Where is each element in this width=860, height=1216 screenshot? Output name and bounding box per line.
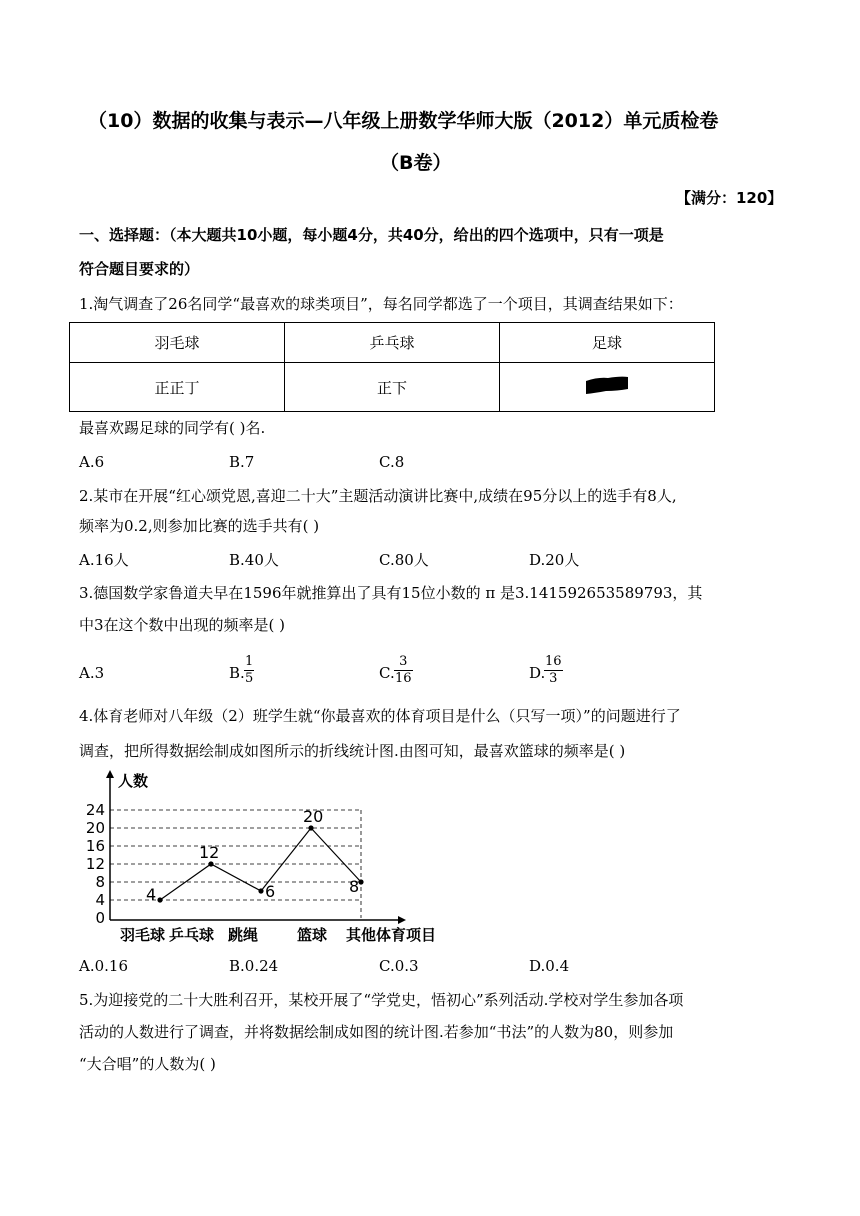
q4-option-a: A.0.16: [79, 957, 128, 975]
q2-line2: 频率为0.2,则参加比赛的选手共有( ): [79, 517, 320, 535]
y-tick-label: 20: [85, 819, 105, 837]
q4-line2: 调查，把所得数据绘制成如图所示的折线统计图.由图可知，最喜欢篮球的频率是( ): [79, 742, 626, 760]
fraction-denominator: 16: [395, 671, 412, 686]
q2-option-b: B.40人: [229, 551, 279, 569]
x-tick-label: 篮球: [297, 926, 328, 944]
y-tick-labels: [86, 801, 105, 927]
table-row: [70, 363, 715, 412]
chart-series: [146, 807, 364, 904]
q5-line3: “大合唱”的人数为( ): [79, 1055, 216, 1073]
fraction-numerator: 3: [394, 654, 413, 671]
page-title: （10）数据的收集与表示—八年级上册数学华师大版（2012）单元质检卷: [88, 110, 719, 132]
q2-option-d: D.20人: [529, 551, 580, 569]
q1-tally-table: [69, 322, 715, 412]
table-header-football: 足球: [500, 323, 715, 363]
fraction-numerator: 1: [245, 654, 254, 669]
q5-line1: 5.为迎接党的二十大胜利召开，某校开展了“学党史，悟初心”系列活动.学校对学生参加各项: [79, 991, 684, 1009]
q3-option-d-fraction: [544, 654, 563, 687]
q1-option-a: A.6: [79, 453, 105, 471]
q1-stem: 1.淘气调查了26名同学“最喜欢的球类项目”，每名同学都选了一个项目，其调查结果如下：: [79, 295, 683, 313]
data-point: [208, 861, 213, 866]
page-title-subtitle: （B卷）: [380, 152, 452, 174]
fraction-denominator: 5: [245, 671, 254, 686]
section-header-line1: 一、选择题：（本大题共10小题，每小题4分，共40分，给出的四个选项中，只有一项是: [79, 226, 664, 244]
x-axis-arrow: [398, 916, 406, 924]
y-axis-arrow: [106, 770, 114, 778]
data-label: 8: [349, 877, 360, 896]
table-header-badminton: 羽毛球: [70, 323, 285, 363]
data-label: 20: [303, 807, 324, 826]
y-tick-label: 4: [95, 891, 105, 909]
q3-option-d-prefix: D.: [529, 664, 546, 682]
tally-badminton: 正正丁: [70, 363, 285, 412]
x-tick-label: 乒乓球: [169, 926, 215, 944]
q4-line1: 4.体育老师对八年级（2）班学生就“你最喜欢的体育项目是什么（只写一项）”的问题进行了: [79, 707, 681, 725]
y-axis-label: 人数: [118, 772, 149, 790]
data-label: 12: [199, 843, 220, 862]
data-point: [308, 825, 313, 830]
y-tick-label: 12: [85, 855, 105, 873]
q4-option-c: C.0.3: [379, 957, 419, 975]
section-header-line2: 符合题目要求的）: [79, 260, 200, 278]
data-point: [157, 897, 162, 902]
x-tick-label: 羽毛球: [120, 926, 166, 944]
data-label: 4: [146, 885, 157, 904]
q3-option-b-prefix: B.: [229, 664, 245, 682]
fraction-numerator: 16: [545, 654, 562, 669]
q2-option-a: A.16人: [79, 551, 129, 569]
x-tick-label: 跳绳: [228, 926, 259, 944]
tally-football-cell: [500, 363, 715, 412]
q4-option-d: D.0.4: [529, 957, 570, 975]
ink-blot-mark: [584, 374, 630, 396]
table-row: [70, 323, 715, 363]
y-tick-label: 16: [85, 837, 105, 855]
q3-line2: 中3在这个数中出现的频率是( ): [79, 616, 286, 634]
y-tick-label: 24: [85, 801, 105, 819]
y-tick-label: 8: [95, 873, 105, 891]
x-tick-labels: [120, 926, 436, 944]
q1-question: 最喜欢踢足球的同学有( )名.: [79, 419, 266, 437]
q3-option-a: A.3: [79, 664, 105, 682]
data-label: 6: [265, 882, 276, 901]
q3-option-c-prefix: C.: [379, 664, 395, 682]
fraction-denominator: 3: [549, 671, 558, 686]
y-tick-label: 0: [95, 909, 105, 927]
table-header-pingpong: 乒乓球: [285, 323, 500, 363]
q2-option-c: C.80人: [379, 551, 429, 569]
line-chart: [78, 768, 478, 946]
q1-option-b: B.7: [229, 453, 255, 471]
q3-option-c-fraction: [394, 654, 413, 687]
q4-option-b: B.0.24: [229, 957, 279, 975]
q1-option-c: C.8: [379, 453, 405, 471]
q2-line1: 2.某市在开展“红心颂党恩,喜迎二十大”主题活动演讲比赛中,成绩在95分以上的选手有8人,: [79, 487, 677, 505]
q3-option-b-fraction: [244, 654, 254, 687]
tally-pingpong: 正下: [285, 363, 500, 412]
q5-line2: 活动的人数进行了调查，并将数据绘制成如图的统计图.若参加“书法”的人数为80，则参加: [79, 1023, 674, 1041]
data-point: [258, 888, 263, 893]
full-score: 【满分：120】: [676, 189, 783, 207]
q3-line1: 3.德国数学家鲁道夫早在1596年就推算出了具有15位小数的 π 是3.141592653589793，其: [79, 584, 703, 602]
x-tick-label: 其他体育项目: [346, 926, 437, 944]
